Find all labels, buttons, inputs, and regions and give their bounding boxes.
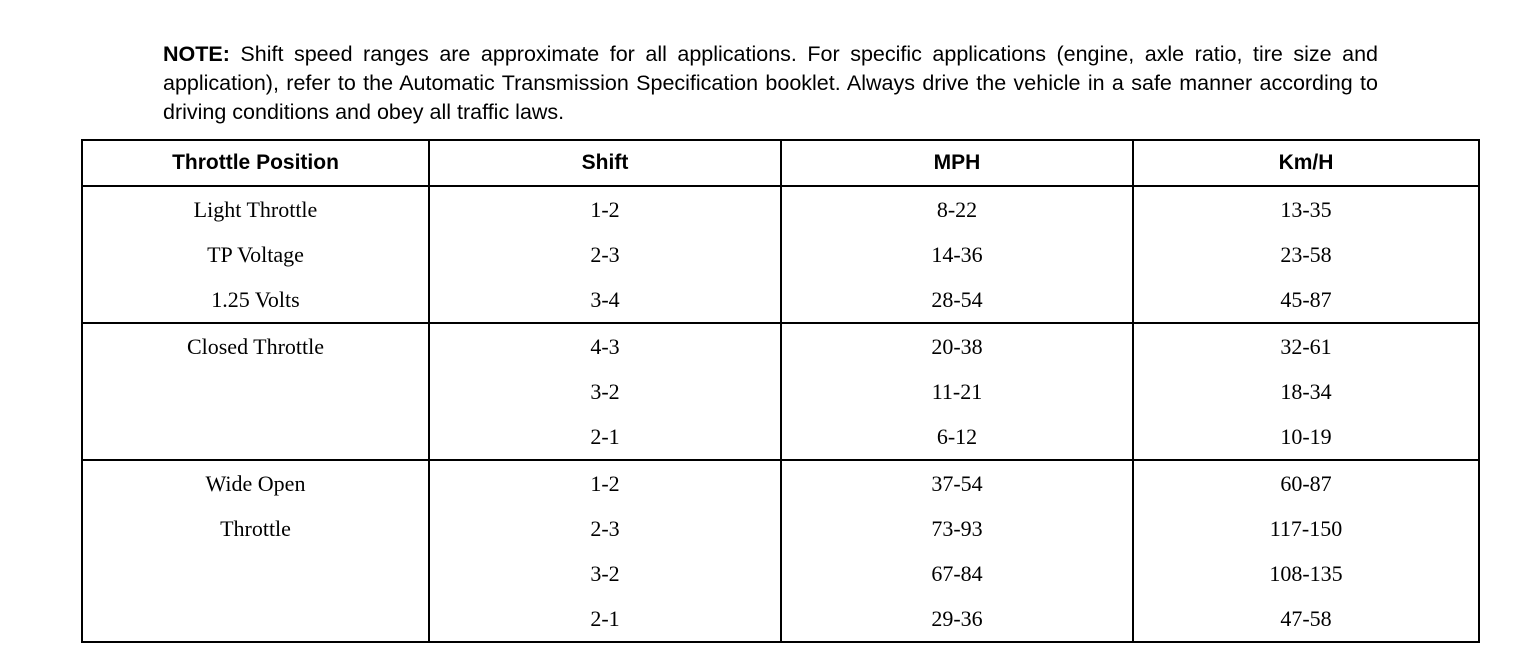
table-row [82,460,1479,506]
cell-shift: 3-2 [429,369,781,414]
cell-kmh: 13-35 [1133,186,1479,232]
column-header-shift: Shift [429,140,781,186]
group-label-line: Closed Throttle [186,334,325,359]
group-label-wide-open-throttle [82,460,429,642]
cell-kmh: 108-135 [1133,551,1479,596]
cell-shift: 1-2 [429,186,781,232]
table-row [82,323,1479,369]
column-header-kmh: Km/H [1133,140,1479,186]
cell-mph: 29-36 [781,596,1133,642]
cell-shift: 1-2 [429,460,781,506]
cell-kmh: 60-87 [1133,460,1479,506]
shift-speed-table [81,139,1480,643]
cell-shift: 2-1 [429,596,781,642]
cell-kmh: 45-87 [1133,277,1479,323]
group-label-line: Wide Open [205,471,306,496]
cell-shift: 3-4 [429,277,781,323]
cell-kmh: 23-58 [1133,232,1479,277]
cell-mph: 11-21 [781,369,1133,414]
group-label-line: Light Throttle [193,197,318,222]
cell-shift: 2-3 [429,232,781,277]
cell-mph: 6-12 [781,414,1133,460]
cell-kmh: 18-34 [1133,369,1479,414]
cell-shift: 4-3 [429,323,781,369]
cell-mph: 8-22 [781,186,1133,232]
table-header-row [82,140,1479,186]
cell-kmh: 47-58 [1133,596,1479,642]
column-header-throttle-position: Throttle Position [82,140,429,186]
cell-mph: 37-54 [781,460,1133,506]
group-label-closed-throttle [82,323,429,460]
cell-shift: 2-3 [429,506,781,551]
group-label-line: Throttle [220,516,291,541]
note-label: NOTE: [163,41,230,66]
column-header-mph: MPH [781,140,1133,186]
cell-mph: 20-38 [781,323,1133,369]
table-row [82,186,1479,232]
cell-kmh: 32-61 [1133,323,1479,369]
cell-mph: 73-93 [781,506,1133,551]
cell-kmh: 10-19 [1133,414,1479,460]
group-label-light-throttle [82,186,429,323]
note-text: Shift speed ranges are approximate for all applications. For specific applications (engine, axle ratio, tire size and application), refer to the Automatic Transmission Specification booklet. Always drive the vehicle in a safe manner according to driving conditions and obey all traffic laws. [163,41,1378,124]
note-paragraph [163,40,1378,127]
cell-mph: 14-36 [781,232,1133,277]
cell-shift: 2-1 [429,414,781,460]
group-label-line: 1.25 Volts [211,287,300,312]
cell-shift: 3-2 [429,551,781,596]
group-label-line: TP Voltage [207,242,304,267]
cell-mph: 67-84 [781,551,1133,596]
cell-mph: 28-54 [781,277,1133,323]
cell-kmh: 117-150 [1133,506,1479,551]
